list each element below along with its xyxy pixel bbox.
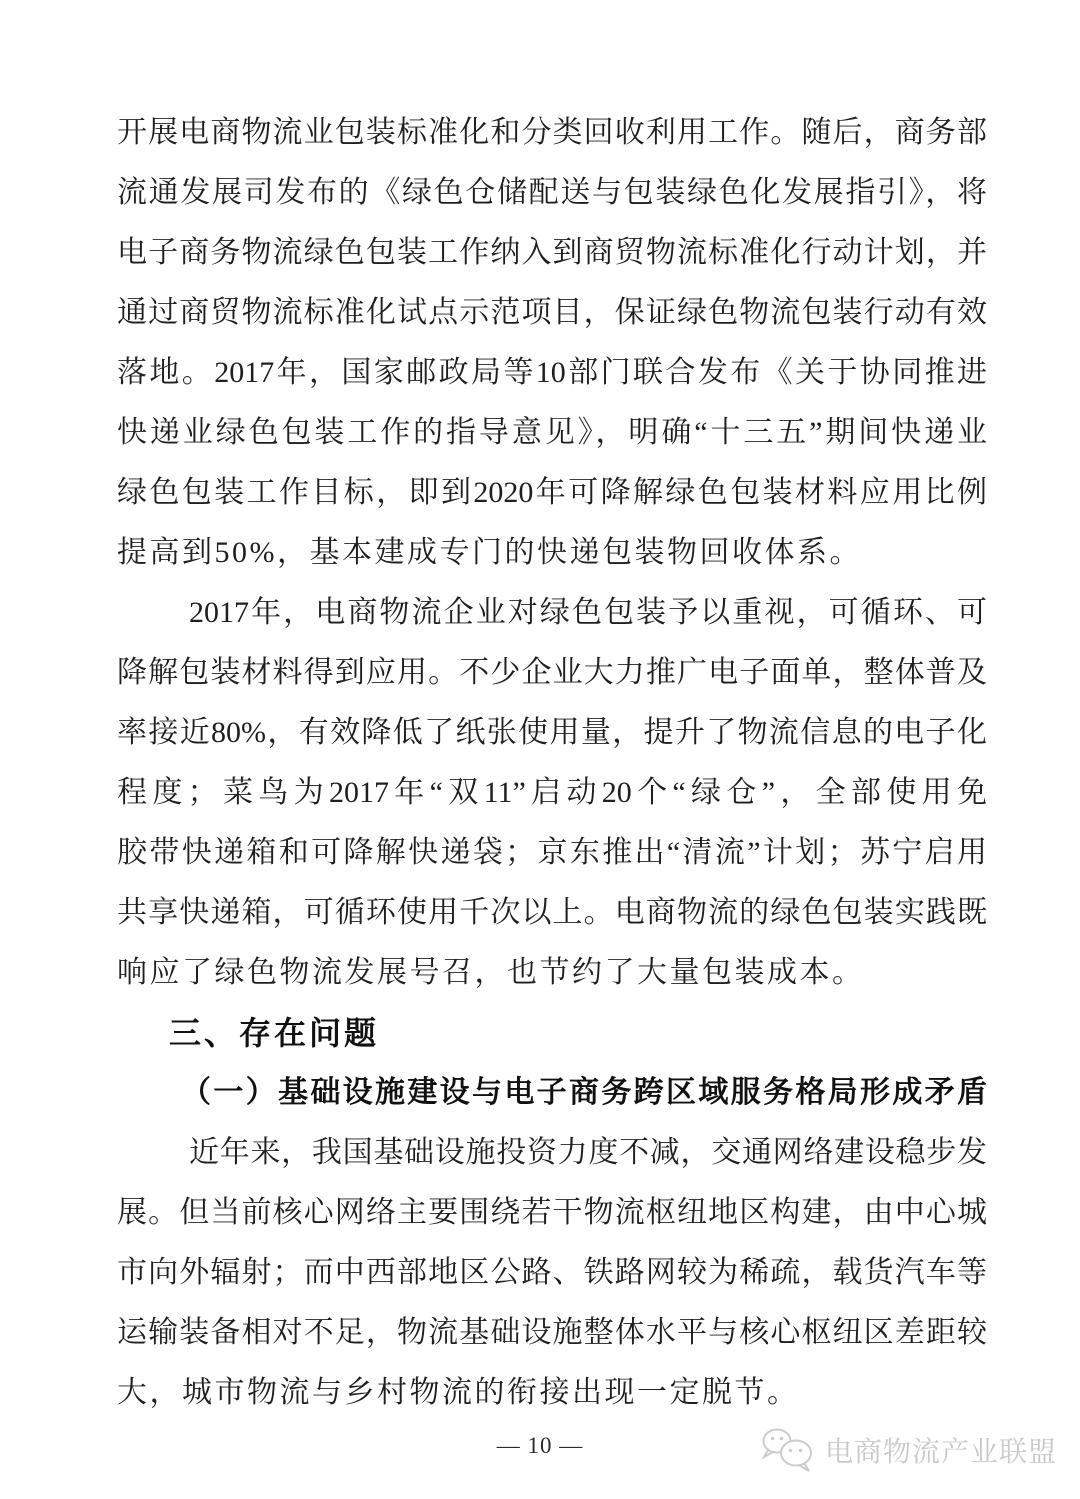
text-line: 2017年，电商物流企业对绿色包装予以重视，可循环、可 (189, 596, 987, 629)
text-line: 响应了绿色物流发展号召，也节约了大量包装成本。 (117, 956, 865, 989)
text-line: 流通发展司发布的《绿色仓储配送与包装绿色化发展指引》，将 (117, 176, 987, 209)
text-line: 程度；菜鸟为2017年“双11”启动20个“绿仓”，全部使用免 (117, 776, 987, 809)
watermark (759, 1426, 1057, 1474)
text-line: 胶带快递箱和可降解快递袋；京东推出“清流”计划；苏宁启用 (117, 836, 987, 869)
text-line: 共享快递箱，可循环使用千次以上。电商物流的绿色包装实践既 (117, 896, 987, 929)
text-line: 展。但当前核心网络主要围绕若干物流枢纽地区构建，由中心城 (117, 1196, 987, 1229)
paragraph-green-packaging-policy (117, 103, 987, 583)
paragraph-2017-enterprise-practices (117, 583, 987, 1003)
text-line: 提高到50%，基本建成专门的快递包装物回收体系。 (117, 536, 862, 569)
text-line: 市向外辐射；而中西部地区公路、铁路网较为稀疏，载货汽车等 (117, 1256, 987, 1289)
text-line: 快递业绿色包装工作的指导意见》，明确“十三五”期间快递业 (117, 416, 987, 449)
wechat-icon (759, 1426, 817, 1474)
subsection-heading-infrastructure-conflict: （一）基础设施建设与电子商务跨区域服务格局形成矛盾 (181, 1076, 987, 1109)
watermark-text: 电商物流产业联盟 (824, 1436, 1057, 1467)
text-line: 通过商贸物流标准化试点示范项目，保证绿色物流包装行动有效 (117, 296, 987, 329)
text-line: 落地。2017年，国家邮政局等10部门联合发布《关于协同推进 (117, 356, 987, 389)
text-line: 开展电商物流业包装标准化和分类回收利用工作。随后，商务部 (117, 116, 987, 149)
text-line: 电子商务物流绿色包装工作纳入到商贸物流标准化行动计划，并 (117, 236, 987, 269)
text-line: 降解包装材料得到应用。不少企业大力推广电子面单，整体普及 (117, 656, 987, 689)
page-number: — 10 — (496, 1433, 584, 1458)
paragraph-infrastructure-analysis (117, 1123, 987, 1423)
text-line: 率接近80%，有效降低了纸张使用量，提升了物流信息的电子化 (117, 716, 987, 749)
text-line: 绿色包装工作目标，即到2020年可降解绿色包装材料应用比例 (117, 476, 987, 509)
page-content (117, 103, 987, 1423)
text-line: 近年来，我国基础设施投资力度不减，交通网络建设稳步发 (189, 1136, 987, 1169)
text-line: 运输装备相对不足，物流基础设施整体水平与核心枢纽区差距较 (117, 1316, 987, 1349)
text-line: 大，城市物流与乡村物流的衔接出现一定脱节。 (117, 1376, 800, 1409)
section-heading-existing-problems: 三、存在问题 (169, 1015, 380, 1051)
